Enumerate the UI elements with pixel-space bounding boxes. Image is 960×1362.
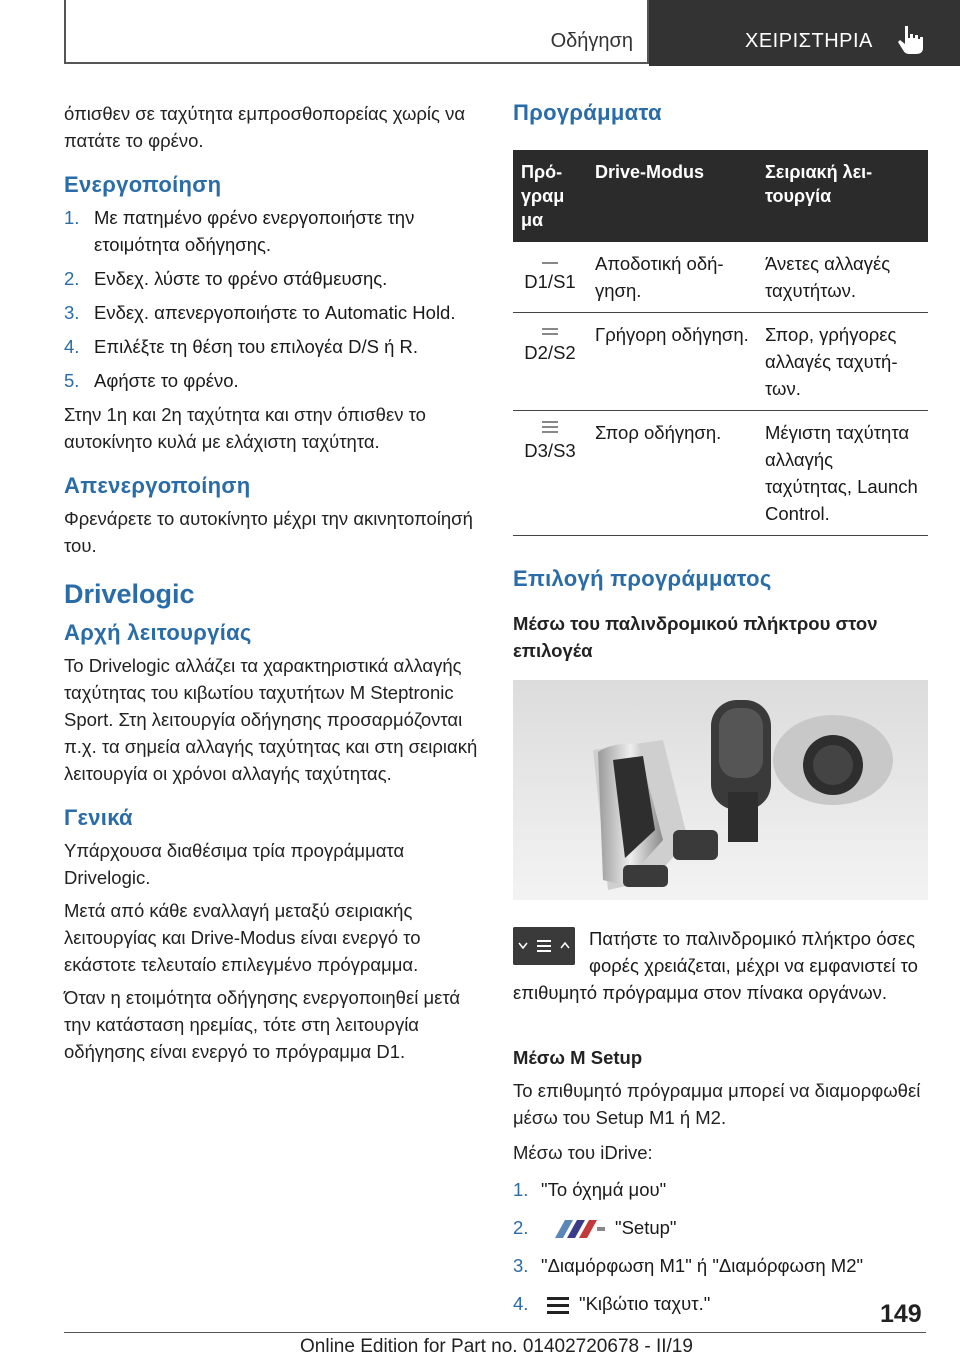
footer-edition: Online Edition for Part no. 01402720678 - II/19: [300, 1336, 693, 1357]
programs-heading: Προγράμματα: [513, 100, 662, 125]
selection-heading: Επιλογή προγράμματος: [513, 566, 772, 591]
drivelogic-icon: [545, 1294, 571, 1316]
header-chapter-tab: [649, 0, 960, 66]
drive-cell: Γρήγορη οδήγηση.: [587, 313, 757, 411]
drivelogic-3-icon: [540, 421, 560, 435]
table-row: [513, 411, 928, 536]
list-item: [513, 1290, 928, 1317]
general-text-2: Μετά από κάθε εναλλαγή μεταξύ σειριακής λειτουργίας και Drive-Modus είναι ενεργό το εκάστοτε τελευταίο επιλεγμένο πρόγραμμα.: [64, 900, 421, 975]
drivelogic-2-icon: [540, 323, 560, 337]
list-item: [64, 367, 484, 394]
footer-divider: [64, 1332, 926, 1333]
step-text: "Διαμόρφωση M1" ή "Διαμόρφωση M2": [541, 1255, 864, 1276]
col-header-program: Πρό-γραμ μα: [513, 150, 587, 242]
list-item: [64, 299, 484, 326]
list-item: [64, 333, 484, 360]
drivelogic-1-icon: [540, 252, 560, 266]
hand-pointer-icon: [895, 24, 925, 56]
program-cell: [513, 411, 587, 536]
deactivation-heading: Απενεργοποίηση: [64, 473, 251, 498]
right-column: [513, 100, 928, 1328]
serial-cell: Μέγιστη ταχύτητα αλλαγής ταχύτητας, Launch Control.: [757, 411, 928, 536]
deactivation-text: Φρενάρετε το αυτοκίνητο μέχρι την ακινητοποίησή του.: [64, 508, 473, 556]
principle-text: Το Drivelogic αλλάζει τα χαρακτηριστικά αλλαγής ταχύτητας του κιβωτίου ταχυτήτων M Steptronic Sport. Στη λειτουργία οδήγησης προσαρμόζονται π.χ. τα σημεία αλλαγής ταχύτητας και στη σειριακή λειτουργία οι χρόνοι αλλαγής ταχύτητας.: [64, 655, 478, 784]
step-text: Αφήστε το φρένο.: [94, 370, 239, 391]
programs-table: [513, 150, 928, 536]
list-item: [513, 1252, 928, 1279]
col-header-serial: Σειριακή λει-τουργία: [757, 150, 928, 242]
table-row: [513, 313, 928, 411]
program-label: D1/S1: [524, 271, 576, 292]
step-text: "Setup": [615, 1217, 677, 1238]
activation-note: Στην 1η και 2η ταχύτητα και στην όπισθεν το αυτοκίνητο κυλά με ελάχιστη ταχύτητα.: [64, 404, 426, 452]
msetup-text: Το επιθυμητό πρόγραμμα μπορεί να διαμορφωθεί μέσω του Setup M1 ή M2.: [513, 1080, 921, 1128]
program-cell: [513, 242, 587, 313]
drive-cell: Σπορ οδήγηση.: [587, 411, 757, 536]
program-label: D2/S2: [524, 342, 576, 363]
rocker-note-text: Πατήστε το παλινδρομικό πλήκτρο όσες φορές χρειάζεται, μέχρι να εμφανιστεί το επιθυμητό πρόγραμμα στον πίνακα οργάνων.: [513, 928, 918, 1003]
list-item: [64, 204, 484, 258]
step-number: 1.: [64, 207, 80, 228]
table-row: [513, 242, 928, 313]
idrive-steps: [513, 1176, 928, 1317]
drivelogic-title: Drivelogic: [64, 579, 195, 609]
list-item: [513, 1176, 928, 1203]
header-section-title: Οδήγηση: [550, 30, 633, 52]
table-header-row: [513, 150, 928, 242]
step-text: Επιλέξτε τη θέση του επιλογέα D/S ή R.: [94, 336, 419, 357]
activation-steps: [64, 204, 484, 394]
msetup-heading: Μέσω M Setup: [513, 1047, 643, 1068]
step-number: 2.: [64, 268, 80, 289]
list-item: [513, 1214, 928, 1241]
step-text: Με πατημένο φρένο ενεργοποιήστε την ετοιμότητα οδήγησης.: [94, 207, 415, 255]
page-number: 149: [880, 1300, 922, 1328]
step-number: 4.: [513, 1293, 529, 1314]
col-header-drive-modus: Drive-Modus: [587, 150, 757, 242]
drive-cell: Αποδοτική οδή-γηση.: [587, 242, 757, 313]
step-number: 2.: [513, 1217, 529, 1238]
rocker-switch-icon: [513, 927, 575, 965]
activation-heading: Ενεργοποίηση: [64, 172, 222, 197]
step-number: 5.: [64, 370, 80, 391]
step-text: Ενδεχ. λύστε το φρένο στάθμευσης.: [94, 268, 388, 289]
m-stripes-icon: [551, 1218, 607, 1240]
intro-text: όπισθεν σε ταχύτητα εμπροσθοπορείας χωρίς να πατάτε το φρένο.: [64, 103, 466, 151]
step-text: Ενδεχ. απενεργοποιήστε το Automatic Hold.: [94, 302, 456, 323]
general-heading: Γενικά: [64, 805, 133, 830]
general-text-3: Όταν η ετοιμότητα οδήγησης ενεργοποιηθεί μετά την κατάσταση ηρεμίας, τότε στη λειτουργία οδήγησης είναι ενεργό το πρόγραμμα D1.: [64, 987, 461, 1062]
step-number: 3.: [64, 302, 80, 323]
idrive-label: Μέσω του iDrive:: [513, 1142, 653, 1163]
step-number: 4.: [64, 336, 80, 357]
step-number: 1.: [513, 1179, 529, 1200]
program-cell: [513, 313, 587, 411]
header-chapter-title: ΧΕΙΡΙΣΤΗΡΙΑ: [745, 30, 873, 52]
program-label: D3/S3: [524, 440, 576, 461]
rocker-note: [513, 925, 928, 1006]
left-column: [64, 100, 484, 1065]
list-item: [64, 265, 484, 292]
step-number: 3.: [513, 1255, 529, 1276]
gear-selector-photo: [513, 680, 928, 900]
step-text: "Το όχημά μου": [541, 1179, 667, 1200]
step-text: "Κιβώτιο ταχυτ.": [579, 1293, 711, 1314]
serial-cell: Άνετες αλλαγές ταχυτήτων.: [757, 242, 928, 313]
serial-cell: Σπορ, γρήγορες αλλαγές ταχυτή-των.: [757, 313, 928, 411]
principle-heading: Αρχή λειτουργίας: [64, 620, 252, 645]
rocker-heading: Μέσω του παλινδρομικού πλήκτρου στον επιλογέα: [513, 613, 878, 661]
general-text-1: Υπάρχουσα διαθέσιμα τρία προγράμματα Drivelogic.: [64, 840, 405, 888]
header-section-box: [64, 0, 649, 64]
